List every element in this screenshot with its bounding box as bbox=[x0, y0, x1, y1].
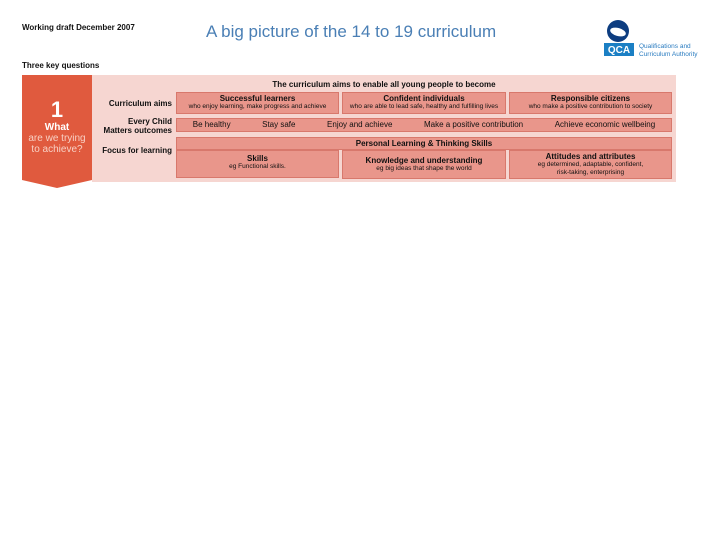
page-title: A big picture of the 14 to 19 curriculum bbox=[206, 22, 497, 41]
svg-text:QCA: QCA bbox=[607, 45, 631, 56]
question-number: 1 bbox=[50, 97, 64, 122]
aim-confident-individuals: Confident individuals who are able to lead safe, healthy and fulfilling lives bbox=[342, 92, 506, 114]
focus-skills: Skills eg Functional skills. bbox=[176, 150, 339, 178]
focus-attitudes: Attitudes and attributes eg determined, adaptable, confident, risk-taking, enterprising bbox=[509, 150, 672, 179]
label-ecm-line2: Matters outcomes bbox=[103, 126, 172, 135]
qca-name-line1: Qualifications and bbox=[639, 43, 691, 50]
question-what: What bbox=[44, 122, 70, 133]
ecm-item: Enjoy and achieve bbox=[327, 120, 393, 129]
ecm-outcomes-row bbox=[176, 118, 672, 132]
aim-responsible-citizens: Responsible citizens who make a positive contribution to society bbox=[509, 92, 672, 114]
question-rest2: to achieve? bbox=[31, 144, 83, 155]
draft-label: Working draft December 2007 bbox=[22, 23, 135, 32]
label-focus: Focus for learning bbox=[102, 146, 172, 155]
qca-name-line2: Curriculum Authority bbox=[639, 51, 698, 58]
qca-name bbox=[639, 43, 698, 59]
focus-knowledge: Knowledge and understanding eg big ideas that shape the world bbox=[342, 150, 506, 179]
question-text bbox=[22, 98, 92, 155]
section-label: Three key questions bbox=[22, 61, 100, 70]
aims-header: The curriculum aims to enable all young people to become bbox=[272, 80, 496, 89]
ecm-item: Stay safe bbox=[262, 120, 296, 129]
ecm-item: Make a positive contribution bbox=[423, 120, 524, 129]
aim-successful-learners: Successful learners who enjoy learning, make progress and achieve bbox=[176, 92, 339, 114]
plts-bar: Personal Learning & Thinking Skills bbox=[176, 137, 672, 150]
label-ecm-line1: Every Child bbox=[127, 117, 172, 126]
ecm-item: Be healthy bbox=[192, 120, 231, 129]
label-curriculum-aims: Curriculum aims bbox=[108, 99, 172, 108]
ecm-item: Achieve economic wellbeing bbox=[554, 120, 656, 129]
question-rest1: are we trying bbox=[28, 133, 86, 144]
label-ecm bbox=[92, 117, 172, 135]
